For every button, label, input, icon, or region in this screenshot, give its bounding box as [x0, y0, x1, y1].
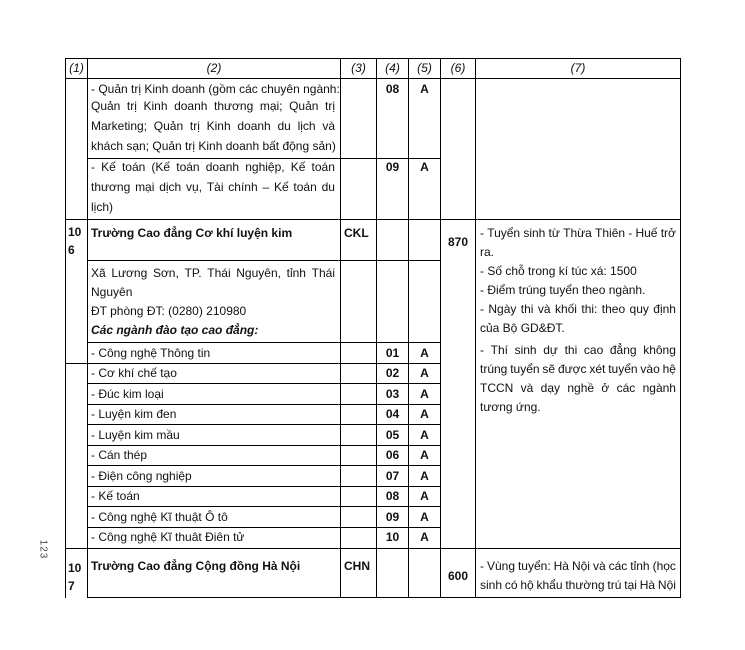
header-col-3: (3) [351, 61, 366, 75]
rule [65, 78, 681, 79]
word: Thái [311, 266, 335, 280]
word: trị [126, 99, 137, 113]
word: Sơn, [152, 266, 179, 280]
word: - [480, 302, 484, 316]
word: toán [176, 160, 200, 174]
text-line: khách sạn; Quản trị Kinh doanh bất động sản) [91, 139, 336, 153]
row-number [68, 559, 81, 595]
rule [87, 486, 440, 487]
note-line [480, 362, 676, 377]
rule [87, 260, 440, 261]
exam-block: A [420, 489, 429, 503]
note-line [480, 343, 676, 358]
word: - [480, 343, 484, 357]
rule [475, 58, 476, 598]
major-code: 06 [385, 448, 400, 462]
exam-block: A [420, 366, 429, 380]
word: thương [214, 99, 254, 113]
major-code: 08 [385, 489, 400, 503]
word: dự [543, 343, 558, 357]
word: du [321, 180, 335, 194]
word: và [537, 302, 551, 316]
word: – [262, 180, 270, 194]
word: sinh [480, 578, 503, 592]
major-name: - Công nghệ Kĩ thuật Ô tô [91, 510, 228, 524]
word: tuyển [510, 362, 540, 376]
word: thương [91, 180, 131, 194]
word: tỉnh [286, 266, 306, 280]
word: Thừa [563, 226, 592, 240]
word: - [91, 160, 95, 174]
word: theo [601, 302, 626, 316]
text-line [91, 266, 335, 281]
word: - [480, 559, 484, 573]
note-line: tương ứng. [480, 400, 541, 414]
rule [87, 158, 441, 159]
word: Huế [635, 226, 658, 240]
word: trở [660, 226, 676, 240]
major-code: 05 [385, 428, 400, 442]
word: (Kế [151, 160, 171, 174]
word: thi [564, 343, 578, 357]
word: xét [589, 362, 606, 376]
row-number-line: 10 [68, 561, 82, 575]
word: Lương [111, 266, 148, 280]
major-name: - Đúc kim loại [91, 387, 164, 401]
exam-block: A [420, 407, 429, 421]
rule [87, 383, 440, 384]
school-name: Trường Cao đẳng Cơ khí luyện kim [91, 226, 293, 240]
exam-block: A [420, 428, 429, 442]
major-code: 04 [385, 407, 400, 421]
major-code: 03 [385, 387, 400, 401]
major-code: 08 [385, 82, 400, 96]
note-line: của Bộ GD&ĐT. [480, 321, 565, 335]
text-line: Nguyên [91, 285, 133, 299]
rule [87, 342, 440, 343]
word: TP. [184, 266, 202, 280]
word: trị [325, 99, 335, 113]
word: cao [583, 343, 604, 357]
rule [87, 445, 440, 446]
word: mại; [259, 99, 283, 113]
word: Quản [153, 119, 184, 133]
note-line: - Số chỗ trong kí túc xá: 1500 [480, 264, 637, 278]
word: Quản [91, 99, 121, 113]
word: hệ [662, 362, 676, 376]
major-code: 09 [385, 510, 400, 524]
word: khối [554, 302, 577, 316]
word: vào [640, 362, 660, 376]
rule [65, 548, 681, 549]
word: ở [601, 381, 610, 395]
note-line [480, 226, 676, 241]
note-line: ra. [480, 245, 495, 259]
word: và [520, 381, 534, 395]
major-name: - Luyện kim đen [91, 407, 177, 421]
major-name: - Cơ khí chế tạo [91, 366, 177, 380]
word: đẳng [609, 343, 637, 357]
rule [340, 58, 341, 598]
word: doanh [205, 160, 240, 174]
word: vụ, [186, 180, 203, 194]
word: doanh [174, 99, 208, 113]
word: nghiệp, [245, 160, 285, 174]
word: toán [121, 160, 146, 174]
text-line: - Quản trị Kinh doanh (gồm các chuyên ngành: [91, 82, 340, 96]
rule [87, 527, 440, 528]
major-name: - Cán thép [91, 448, 148, 462]
word: sinh [514, 343, 537, 357]
rule [440, 58, 441, 598]
rule [87, 597, 681, 598]
word: sẽ [542, 362, 556, 376]
word: từ [548, 226, 560, 240]
word: Xã [91, 266, 106, 280]
rule [65, 219, 681, 220]
text-line [91, 160, 335, 175]
major-name: - Công nghệ Thông tin [91, 346, 211, 360]
page-number-text: 123 [37, 539, 49, 560]
word: khẩu [536, 578, 563, 592]
row-number-line: 6 [68, 243, 75, 257]
header-col-5: (5) [417, 61, 432, 75]
header-col-4: (4) [385, 61, 400, 75]
word: Kế [273, 180, 289, 194]
word: Nguyên, [236, 266, 281, 280]
word: trúng [480, 362, 508, 376]
word: tuyển [608, 362, 638, 376]
note-line [480, 559, 676, 574]
header-col-7: (7) [570, 61, 586, 75]
school-code: CKL [344, 226, 369, 240]
word: thi [520, 302, 534, 316]
major-code: 01 [385, 346, 400, 360]
word: ngành [642, 381, 676, 395]
major-code: 10 [385, 530, 400, 544]
header-col-1: (1) [69, 61, 84, 75]
word: Kinh [206, 119, 231, 133]
major-name: - Luyện kim mầu [91, 428, 180, 442]
word: Marketing; [91, 119, 148, 133]
word: thi: [581, 302, 598, 316]
enrollment-quota: 870 [447, 235, 469, 249]
word: - [628, 226, 633, 240]
note-line [480, 578, 676, 593]
rule [87, 506, 440, 507]
word: Nội [657, 578, 676, 592]
word: - [480, 226, 484, 240]
word: các [608, 559, 628, 573]
note-line: - Điểm trúng tuyển theo ngành. [480, 283, 646, 297]
rule [87, 58, 88, 598]
word: và [592, 559, 606, 573]
word: được [557, 362, 587, 376]
word: và [322, 119, 335, 133]
section-title: Các ngành đào tạo cao đẳng: [91, 323, 259, 337]
word: Ngày [488, 302, 517, 316]
row-number-line: 7 [68, 579, 75, 593]
exam-block: A [420, 510, 429, 524]
text-line [91, 180, 335, 195]
word: không [643, 343, 676, 357]
word: Thí [490, 343, 508, 357]
word: Kế [101, 160, 116, 174]
word: Kinh [143, 99, 168, 113]
exam-block: A [420, 469, 429, 483]
school-name: Trường Cao đẳng Cộng đồng Hà Nội [91, 559, 301, 573]
word: Hà [639, 578, 656, 592]
word: tuyển: [517, 559, 551, 573]
word: Tài [206, 180, 224, 194]
word: doanh [237, 119, 271, 133]
word: Quản [289, 99, 319, 113]
exam-block: A [420, 530, 429, 544]
word: dạy [540, 381, 561, 395]
text-line [91, 119, 335, 134]
rule [680, 58, 681, 598]
major-name: - Kế toán [91, 489, 140, 503]
exam-block: A [420, 387, 429, 401]
word: TCCN [480, 381, 514, 395]
rule [65, 58, 681, 59]
row-number-line: 10 [68, 225, 82, 239]
enrollment-quota: 600 [447, 569, 469, 583]
word: hộ [520, 578, 534, 592]
word: mại [135, 180, 155, 194]
major-code: 07 [385, 469, 400, 483]
word: Nội [571, 559, 590, 573]
row-number [68, 223, 81, 259]
word: sinh [523, 226, 546, 240]
word: Kế [290, 160, 306, 174]
word: tỉnh [630, 559, 650, 573]
word: Tuyển [487, 226, 521, 240]
school-phone: ĐT phòng ĐT: (0280) 210980 [91, 304, 247, 318]
exam-block: A [420, 160, 429, 174]
note-line [480, 302, 676, 317]
word: Thái [207, 266, 231, 280]
exam-block: A [420, 346, 429, 360]
rule [87, 465, 440, 466]
rule [65, 58, 66, 598]
word: trị [189, 119, 200, 133]
major-code: 09 [385, 160, 400, 174]
major-name: - Điện công nghiệp [91, 469, 192, 483]
text-line [91, 99, 335, 114]
word: dịch [159, 180, 182, 194]
word: Thiên [595, 226, 626, 240]
word: Hà [553, 559, 569, 573]
word: chính [228, 180, 258, 194]
word: quy [629, 302, 649, 316]
word: lịch [297, 119, 316, 133]
page-number [35, 536, 55, 566]
rule [65, 363, 440, 364]
exam-block: A [420, 448, 429, 462]
word: toán [293, 180, 317, 194]
header-col-6: (6) [450, 61, 466, 75]
major-name: - Công nghệ Kĩ thuât Điên tử [91, 530, 245, 544]
rule [87, 404, 440, 405]
word: định [653, 302, 676, 316]
header-col-2: (2) [206, 61, 222, 75]
word: Vùng [486, 559, 515, 573]
word: toán [311, 160, 335, 174]
note-line [480, 381, 676, 396]
major-code: 02 [385, 366, 400, 380]
word: trú [607, 578, 622, 592]
word: có [504, 578, 518, 592]
word: du [277, 119, 291, 133]
word: tại [624, 578, 637, 592]
school-code: CHN [344, 559, 370, 573]
word: (học [652, 559, 676, 573]
exam-block: A [420, 82, 429, 96]
text-line: lịch) [91, 200, 114, 214]
word: thường [565, 578, 605, 592]
rule [87, 424, 440, 425]
word: nghề [567, 381, 595, 395]
word: các [616, 381, 636, 395]
